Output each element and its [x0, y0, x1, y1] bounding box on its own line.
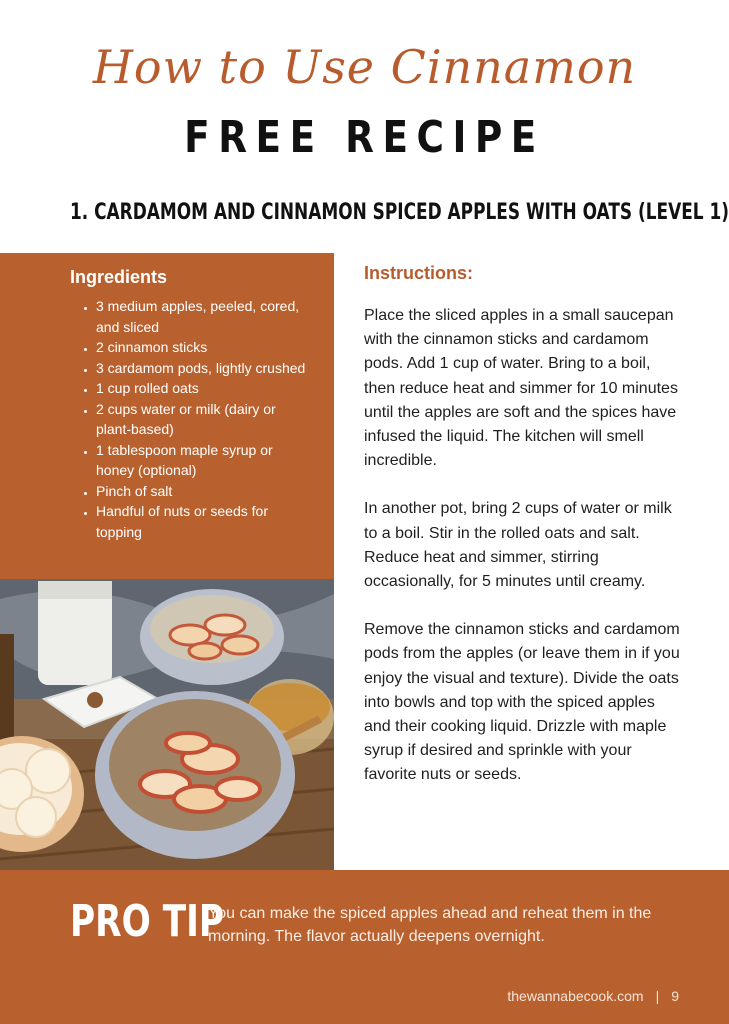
ingredient-item: • Pinch of salt: [96, 481, 314, 502]
footer: [507, 988, 679, 1004]
recipe-heading: 1. CARDAMOM AND CINNAMON SPICED APPLES WITH OATS (LEVEL 1): [70, 200, 729, 225]
ingredient-item: • 3 medium apples, peeled, cored, and sliced: [96, 296, 314, 337]
footer-site-link[interactable]: thewannabecook.com: [507, 988, 644, 1004]
protip-text: You can make the spiced apples ahead and reheat them in the morning. The flavor actually deepens overnight.: [208, 905, 652, 945]
main-title: FREE RECIPE: [184, 112, 545, 163]
ingredient-item: • 2 cups water or milk (dairy or plant-based): [96, 399, 314, 440]
protip-banner: [0, 870, 729, 1024]
ingredient-item: • 1 cup rolled oats: [96, 378, 314, 399]
ingredient-item: • 1 tablespoon maple syrup or honey (optional): [96, 440, 314, 481]
ingredients-title: Ingredients: [70, 267, 168, 287]
ingredient-item: • Handful of nuts or seeds for topping: [96, 501, 314, 542]
instruction-paragraph: In another pot, bring 2 cups of water or milk to a boil. Stir in the rolled oats and salt. Reduce heat and simmer, stirring occasionally, for 5 minutes until creamy.: [364, 500, 672, 591]
instructions-title: Instructions:: [364, 263, 474, 283]
script-title: How to Use Cinnamon: [92, 40, 637, 94]
ingredient-item: • 3 cardamom pods, lightly crushed: [96, 358, 314, 379]
ingredients-panel: [0, 253, 334, 579]
recipe-photo: [0, 579, 334, 870]
ingredients-list: [70, 296, 314, 542]
ingredient-item: • 2 cinnamon sticks: [96, 337, 314, 358]
instruction-paragraph: Remove the cinnamon sticks and cardamom pods from the apples (or leave them in if you enjoy the visual and texture). Divide the oats into bowls and top with the spiced apples and their cooking liquid. Drizzle with maple syrup if desired and sprinkle with your favorite nuts or seeds.: [364, 621, 680, 784]
page-number: 9: [671, 988, 679, 1004]
instructions-section: [364, 263, 684, 812]
instruction-paragraph: Place the sliced apples in a small saucepan with the cinnamon sticks and cardamom pods. Add 1 cup of water. Bring to a boil, then reduce heat and simmer for 10 minutes until the apples are soft and the spices have infused the liquid. The kitchen will smell incredible.: [364, 307, 678, 470]
protip-label: PRO TIP: [70, 896, 225, 947]
footer-separator: |: [655, 988, 660, 1004]
